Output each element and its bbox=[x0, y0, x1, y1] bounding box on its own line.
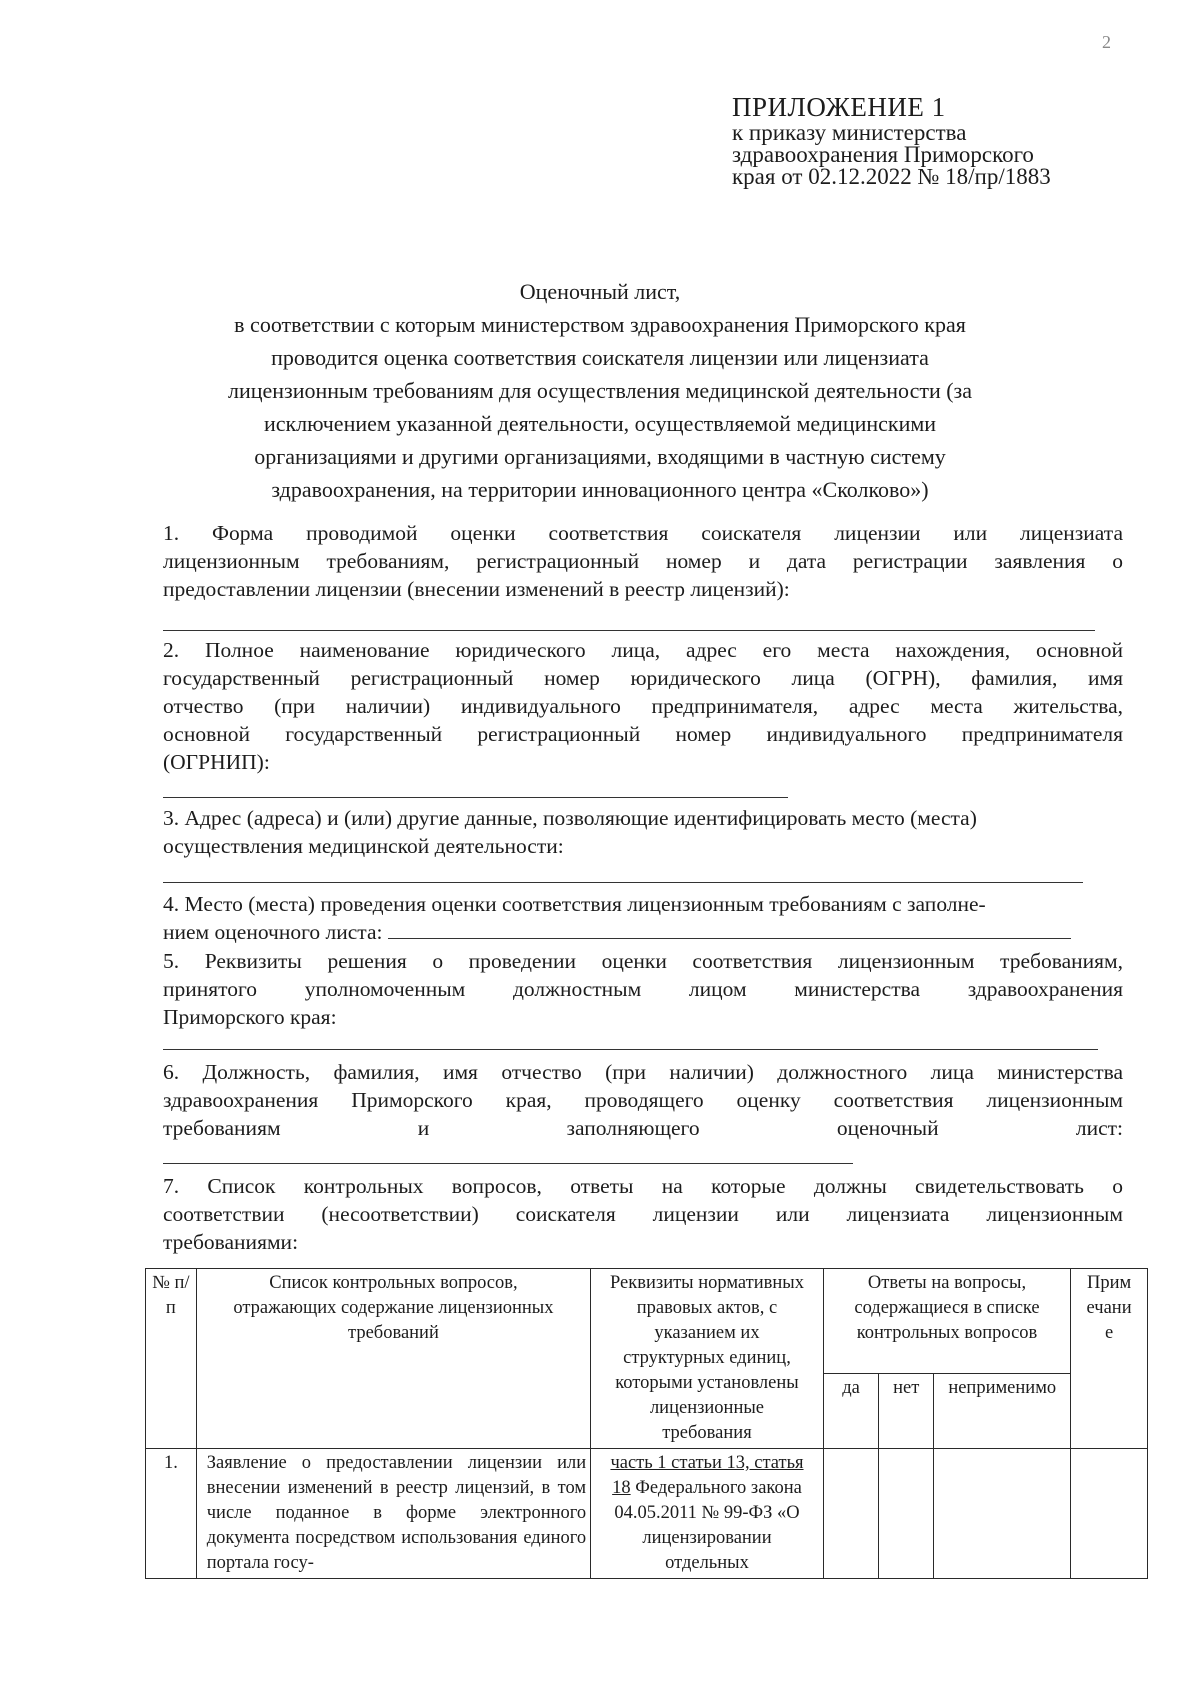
section-line: государственный регистрационный номер юридического лица (ОГРН), фамилия, имя bbox=[163, 666, 1123, 690]
section-6 bbox=[163, 1058, 1123, 1142]
answer-na-cell[interactable] bbox=[934, 1449, 1071, 1579]
section-line: 3. Адрес (адреса) и (или) другие данные, позволяющие идентифицировать место (места) bbox=[163, 806, 977, 830]
table-row bbox=[146, 1449, 1148, 1579]
section-4 bbox=[163, 890, 1123, 946]
section-7 bbox=[163, 1172, 1123, 1256]
section-line: осуществления медицинской деятельности: bbox=[163, 834, 564, 858]
appendix-line: к приказу министерства bbox=[732, 120, 967, 145]
appendix-line: края от 02.12.2022 № 18/пр/1883 bbox=[732, 164, 1051, 189]
answer-yes-cell[interactable] bbox=[823, 1449, 878, 1579]
note-cell[interactable] bbox=[1071, 1449, 1148, 1579]
header-note: Примечание bbox=[1071, 1269, 1148, 1449]
row-num: 1. bbox=[146, 1449, 197, 1579]
section-line: требованиями: bbox=[163, 1230, 299, 1254]
appendix-block bbox=[732, 92, 1152, 188]
document-title bbox=[150, 275, 1050, 506]
header-no: нет bbox=[879, 1374, 934, 1449]
appendix-line: здравоохранения Приморского bbox=[732, 142, 1034, 167]
title-line: здравоохранения, на территории инновационного центра «Сколково») bbox=[271, 477, 929, 502]
fill-in-line[interactable] bbox=[388, 920, 1071, 939]
title-line: лицензионным требованиям для осуществления медицинской деятельности (за bbox=[227, 378, 973, 403]
section-line bbox=[163, 918, 1123, 946]
section-1 bbox=[163, 519, 1123, 603]
page-number: 2 bbox=[1102, 32, 1111, 52]
section-line: 6. Должность, фамилия, имя отчество (при наличии) должностного лица министерства bbox=[163, 1060, 1123, 1084]
row-requisites-text: Федерального закона 04.05.2011 № 99-ФЗ «О лицензировании отдельных bbox=[614, 1478, 802, 1573]
fill-in-line[interactable] bbox=[163, 630, 1095, 631]
section-line: 2. Полное наименование юридического лица, адрес его места нахождения, основной bbox=[163, 638, 1123, 662]
section-line: требованиям и заполняющего оценочный лист: bbox=[163, 1116, 1123, 1140]
header-questions: Список контрольных вопросов, отражающих содержание лицензионных требований bbox=[196, 1269, 590, 1449]
section-line: основной государственный регистрационный номер индивидуального предпринимателя bbox=[163, 722, 1123, 746]
appendix-title: ПРИЛОЖЕНИЕ 1 bbox=[732, 92, 946, 122]
fill-in-line[interactable] bbox=[163, 797, 788, 798]
header-answers: Ответы на вопросы, содержащиеся в списке контрольных вопросов bbox=[823, 1269, 1070, 1374]
checklist-table bbox=[145, 1268, 1148, 1579]
table-header-row bbox=[146, 1269, 1148, 1374]
law-link[interactable]: часть 1 статьи 13, статья 18 bbox=[610, 1453, 804, 1498]
row-requisites bbox=[591, 1449, 824, 1579]
section-line: предоставлении лицензии (внесении изменений в реестр лицензий): bbox=[163, 577, 790, 601]
title-heading: Оценочный лист, bbox=[519, 279, 681, 304]
section-5 bbox=[163, 947, 1123, 1031]
section-2 bbox=[163, 636, 1123, 776]
section-line: 4. Место (места) проведения оценки соответствия лицензионным требованиям с заполне- bbox=[163, 892, 986, 916]
header-yes: да bbox=[823, 1374, 878, 1449]
section-line: отчество (при наличии) индивидуального предпринимателя, адрес места жительства, bbox=[163, 694, 1123, 718]
section-line-text: нием оценочного листа: bbox=[163, 920, 383, 944]
section-line: соответствии (несоответствии) соискателя лицензии или лицензиата лицензионным bbox=[163, 1202, 1123, 1226]
title-line: исключением указанной деятельности, осуществляемой медицинскими bbox=[263, 411, 937, 436]
section-line: Приморского края: bbox=[163, 1005, 337, 1029]
title-line: организациями и другими организациями, входящими в частную систему bbox=[254, 444, 946, 469]
title-line: в соответствии с которым министерством здравоохранения Приморского края bbox=[234, 312, 966, 337]
fill-in-line[interactable] bbox=[163, 1163, 853, 1164]
fill-in-line[interactable] bbox=[163, 882, 1083, 883]
section-line: 1. Форма проводимой оценки соответствия соискателя лицензии или лицензиата bbox=[163, 521, 1123, 545]
section-line: 5. Реквизиты решения о проведении оценки соответствия лицензионным требованиям, bbox=[163, 949, 1123, 973]
answer-no-cell[interactable] bbox=[879, 1449, 934, 1579]
section-line: здравоохранения Приморского края, проводящего оценку соответствия лицензионным bbox=[163, 1088, 1123, 1112]
section-line: принятого уполномоченным должностным лицом министерства здравоохранения bbox=[163, 977, 1123, 1001]
header-na: неприменимо bbox=[934, 1374, 1071, 1449]
title-line: проводится оценка соответствия соискателя лицензии или лицензиата bbox=[271, 345, 929, 370]
section-line: 7. Список контрольных вопросов, ответы на которые должны свидетельствовать о bbox=[163, 1174, 1123, 1198]
fill-in-line[interactable] bbox=[163, 1049, 1098, 1050]
section-3 bbox=[163, 804, 1123, 860]
header-num: № п/п bbox=[146, 1269, 197, 1449]
section-line: (ОГРНИП): bbox=[163, 750, 270, 774]
row-question: Заявление о предоставлении лицензии или внесении изменений в реестр лицензий, в том числе поданное в форме электронного документа посредством использования единого портала госу- bbox=[196, 1449, 590, 1579]
header-requisites: Реквизиты нормативных правовых актов, с указанием их структурных единиц, которыми установлены лицензионные требования bbox=[591, 1269, 824, 1449]
section-line: лицензионным требованиям, регистрационный номер и дата регистрации заявления о bbox=[163, 549, 1123, 573]
